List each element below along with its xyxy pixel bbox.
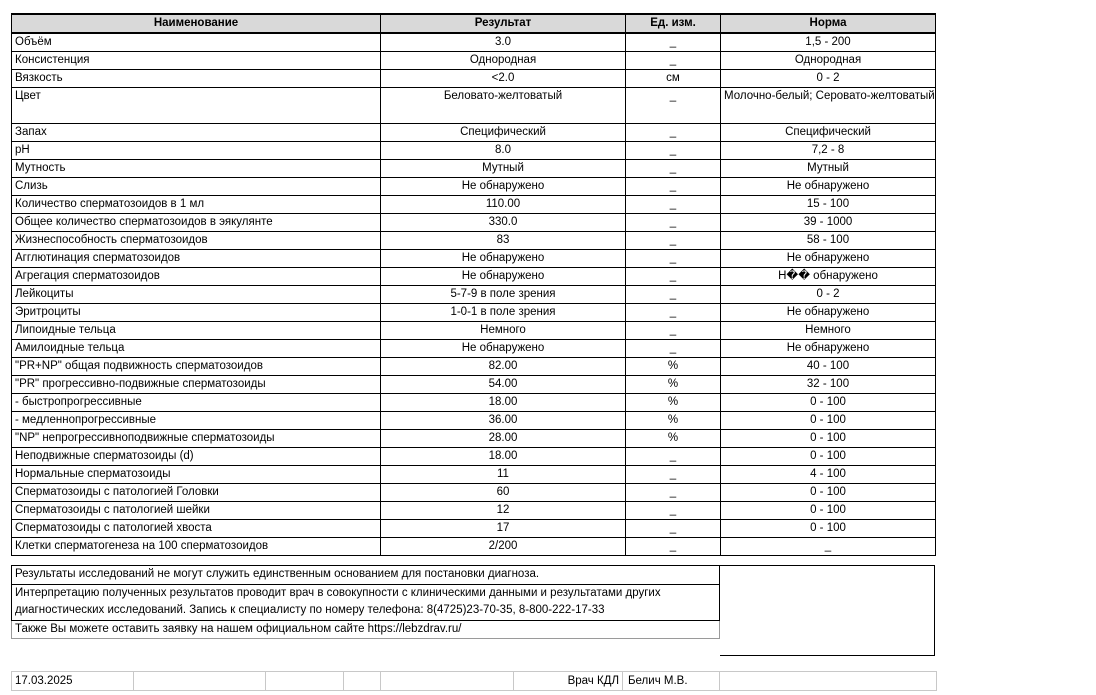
table-row [12, 520, 936, 538]
table-row [12, 268, 936, 286]
row-result: Мутный [381, 160, 626, 178]
row-unit: % [626, 376, 721, 394]
row-unit: _ [626, 286, 721, 304]
row-name: Количество сперматозоидов в 1 мл [12, 196, 381, 214]
table-row [12, 250, 936, 268]
row-norm: 40 - 100 [721, 358, 936, 376]
footer-blank-cell [134, 672, 266, 690]
row-norm: 0 - 2 [721, 70, 936, 88]
row-result: Не обнаружено [381, 250, 626, 268]
row-result: Однородная [381, 52, 626, 70]
row-result: Не обнаружено [381, 268, 626, 286]
row-result: 28.00 [381, 430, 626, 448]
row-unit: _ [626, 214, 721, 232]
row-name: Объём [12, 33, 381, 52]
row-unit: % [626, 412, 721, 430]
row-result: Немного [381, 322, 626, 340]
row-norm: Немного [721, 322, 936, 340]
row-unit: _ [626, 268, 721, 286]
table-row [12, 376, 936, 394]
header-norm: Норма [721, 14, 936, 33]
table-row [12, 466, 936, 484]
table-row [12, 358, 936, 376]
row-name: Общее количество сперматозоидов в эякулянте [12, 214, 381, 232]
row-unit: _ [626, 538, 721, 556]
table-row [12, 70, 936, 88]
table-row [12, 196, 936, 214]
report-date: 17.03.2025 [12, 672, 134, 690]
row-norm: Н�� обнаружено [721, 268, 936, 286]
notes-side-box [720, 565, 935, 656]
row-result: 110.00 [381, 196, 626, 214]
table-row [12, 160, 936, 178]
row-unit: _ [626, 232, 721, 250]
row-norm: 0 - 2 [721, 286, 936, 304]
doctor-name: Белич М.В. [624, 672, 720, 690]
row-norm: Не обнаружено [721, 250, 936, 268]
row-name: Амилоидные тельца [12, 340, 381, 358]
row-result: 60 [381, 484, 626, 502]
row-result: 12 [381, 502, 626, 520]
row-unit: _ [626, 340, 721, 358]
row-result: Беловато-желтоватый [381, 88, 626, 124]
row-norm: Не обнаружено [721, 178, 936, 196]
signature-footer [11, 671, 937, 691]
row-result: 8.0 [381, 142, 626, 160]
header-result: Результат [381, 14, 626, 33]
row-norm: 58 - 100 [721, 232, 936, 250]
row-name: Сперматозоиды с патологией хвоста [12, 520, 381, 538]
row-name: Цвет [12, 88, 381, 124]
website-note: Также Вы можете оставить заявку на нашем официальном сайте https://lebzdrav.ru/ [11, 621, 720, 640]
row-name: Агглютинация сперматозоидов [12, 250, 381, 268]
footer-blank-cell [344, 672, 381, 690]
row-norm: 0 - 100 [721, 448, 936, 466]
table-row [12, 538, 936, 556]
row-unit: _ [626, 448, 721, 466]
row-result: 1-0-1 в поле зрения [381, 304, 626, 322]
row-name: "NP" непрогрессивноподвижные сперматозоиды [12, 430, 381, 448]
row-unit: _ [626, 124, 721, 142]
row-result: Не обнаружено [381, 340, 626, 358]
row-norm: 0 - 100 [721, 412, 936, 430]
row-result: 17 [381, 520, 626, 538]
row-name: - медленнопрогрессивные [12, 412, 381, 430]
row-result: 83 [381, 232, 626, 250]
row-norm: Не обнаружено [721, 340, 936, 358]
row-norm: Не обнаружено [721, 304, 936, 322]
notes-section [11, 565, 720, 639]
row-unit: см [626, 70, 721, 88]
table-row [12, 304, 936, 322]
row-unit: _ [626, 142, 721, 160]
table-row [12, 214, 936, 232]
table-row [12, 124, 936, 142]
row-name: pH [12, 142, 381, 160]
table-row [12, 286, 936, 304]
table-header-row [12, 14, 936, 33]
table-row [12, 232, 936, 250]
row-norm: 32 - 100 [721, 376, 936, 394]
row-norm: 39 - 1000 [721, 214, 936, 232]
row-result: 3.0 [381, 33, 626, 52]
row-result: 54.00 [381, 376, 626, 394]
table-row [12, 412, 936, 430]
row-result: 330.0 [381, 214, 626, 232]
row-result: 82.00 [381, 358, 626, 376]
row-norm: 0 - 100 [721, 394, 936, 412]
row-norm: Однородная [721, 52, 936, 70]
row-result: 11 [381, 466, 626, 484]
row-unit: _ [626, 484, 721, 502]
table-row [12, 52, 936, 70]
row-unit: _ [626, 178, 721, 196]
row-norm: Молочно-белый; Серовато-желтоватый [721, 88, 936, 124]
disclaimer-note: Результаты исследований не могут служить единственным основанием для постановки диагноза. [11, 565, 720, 585]
row-name: Агрегация сперматозоидов [12, 268, 381, 286]
row-norm: Специфический [721, 124, 936, 142]
row-name: Неподвижные сперматозоиды (d) [12, 448, 381, 466]
row-name: "PR+NP" общая подвижность сперматозоидов [12, 358, 381, 376]
footer-blank-cell [266, 672, 344, 690]
row-result: 18.00 [381, 394, 626, 412]
table-row [12, 502, 936, 520]
table-row [12, 178, 936, 196]
row-result: 5-7-9 в поле зрения [381, 286, 626, 304]
row-norm: 0 - 100 [721, 502, 936, 520]
table-row [12, 88, 936, 124]
header-name: Наименование [12, 14, 381, 33]
row-norm: 0 - 100 [721, 484, 936, 502]
row-name: Жизнеспособность сперматозоидов [12, 232, 381, 250]
row-norm: 0 - 100 [721, 430, 936, 448]
results-table [11, 13, 936, 556]
row-unit: % [626, 358, 721, 376]
table-row [12, 142, 936, 160]
row-name: Эритроциты [12, 304, 381, 322]
row-name: "PR" прогрессивно-подвижные сперматозоиды [12, 376, 381, 394]
row-unit: % [626, 394, 721, 412]
row-result: Специфический [381, 124, 626, 142]
row-name: Запах [12, 124, 381, 142]
row-name: Сперматозоиды с патологией Головки [12, 484, 381, 502]
row-unit: _ [626, 304, 721, 322]
row-name: Вязкость [12, 70, 381, 88]
row-unit: _ [626, 160, 721, 178]
header-unit: Ед. изм. [626, 14, 721, 33]
row-unit: _ [626, 466, 721, 484]
row-name: Нормальные сперматозоиды [12, 466, 381, 484]
interpretation-note: Интерпретацию полученных результатов проводит врач в совокупности с клиническими данными и результатами других диагностических исследований. Запись к специалисту по номеру телефона: 8(4725)23-70-35, 8-800-222-17-33 [11, 585, 720, 621]
table-body [12, 33, 936, 556]
row-unit: _ [626, 196, 721, 214]
footer-blank-cell [381, 672, 514, 690]
row-norm: 1,5 - 200 [721, 33, 936, 52]
row-unit: _ [626, 250, 721, 268]
row-result: 18.00 [381, 448, 626, 466]
row-name: Клетки сперматогенеза на 100 сперматозоидов [12, 538, 381, 556]
row-name: Сперматозоиды с патологией шейки [12, 502, 381, 520]
row-norm: Мутный [721, 160, 936, 178]
table-row [12, 448, 936, 466]
row-unit: _ [626, 520, 721, 538]
table-row [12, 430, 936, 448]
row-norm: 7,2 - 8 [721, 142, 936, 160]
row-unit: _ [626, 52, 721, 70]
row-name: Липоидные тельца [12, 322, 381, 340]
row-result: <2.0 [381, 70, 626, 88]
table-row [12, 484, 936, 502]
row-name: Консистенция [12, 52, 381, 70]
row-norm: 0 - 100 [721, 520, 936, 538]
row-name: - быстропрогрессивные [12, 394, 381, 412]
row-name: Лейкоциты [12, 286, 381, 304]
row-unit: % [626, 430, 721, 448]
row-norm: 4 - 100 [721, 466, 936, 484]
row-unit: _ [626, 33, 721, 52]
row-unit: _ [626, 88, 721, 124]
row-unit: _ [626, 322, 721, 340]
row-name: Мутность [12, 160, 381, 178]
table-row [12, 340, 936, 358]
doctor-label: Врач КДЛ [514, 672, 623, 690]
table-row [12, 322, 936, 340]
row-result: 36.00 [381, 412, 626, 430]
row-result: Не обнаружено [381, 178, 626, 196]
table-row [12, 394, 936, 412]
row-result: 2/200 [381, 538, 626, 556]
table-row [12, 33, 936, 52]
row-unit: _ [626, 502, 721, 520]
row-norm: 15 - 100 [721, 196, 936, 214]
row-norm: _ [721, 538, 936, 556]
row-name: Слизь [12, 178, 381, 196]
